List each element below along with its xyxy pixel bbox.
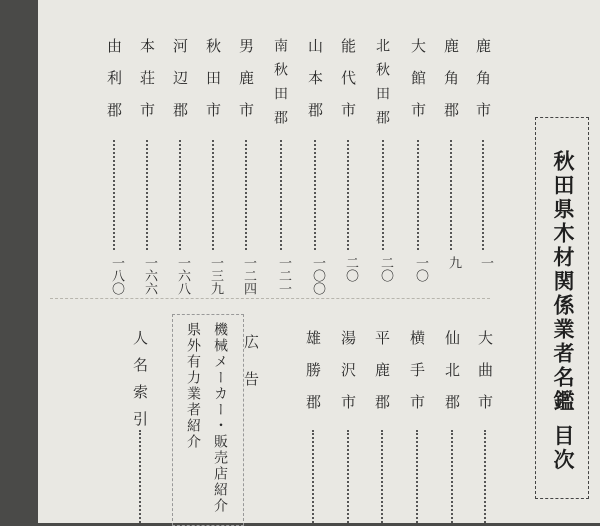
leader-dots	[146, 140, 148, 250]
toc-page-number: 一二四	[241, 256, 256, 295]
section-divider	[50, 298, 490, 299]
toc-page-number: 一三九	[208, 256, 223, 295]
toc-page-number: 一八〇	[109, 256, 124, 295]
leader-dots	[280, 140, 282, 250]
toc-entry-name: 山本郡	[306, 38, 324, 134]
leader-dots	[245, 140, 247, 250]
toc-entry-name: 北秋田郡	[374, 38, 390, 134]
leader-dots	[382, 140, 384, 250]
ad-heading: 広告	[242, 334, 260, 408]
toc-page-number: 一	[478, 256, 493, 269]
leader-dots	[139, 430, 141, 523]
toc-page-number: 一六六	[142, 256, 157, 295]
leader-dots	[347, 430, 349, 523]
toc-entry-name: 由利郡	[105, 38, 123, 134]
name-index-label: 人名索引	[131, 330, 149, 438]
leader-dots	[416, 430, 418, 523]
toc-entry-name: 南秋田郡	[272, 38, 288, 134]
leader-dots	[451, 430, 453, 523]
toc-page-number: 一六八	[175, 256, 190, 295]
toc-page-number: 九	[446, 256, 461, 269]
leader-dots	[179, 140, 181, 250]
leader-dots	[212, 140, 214, 250]
toc-entry-name: 湯沢市	[339, 330, 357, 426]
toc-page-number: 一〇〇	[310, 256, 325, 295]
toc-page-number: 二〇	[378, 256, 393, 282]
toc-entry-name: 本荘市	[138, 38, 156, 134]
leader-dots	[417, 140, 419, 250]
toc-page-number: 一〇	[413, 256, 428, 282]
leader-dots	[450, 140, 452, 250]
toc-title: 秋田県木材関係業者名鑑 目次	[551, 150, 576, 473]
leader-dots	[314, 140, 316, 250]
ad-list-frame	[172, 314, 244, 526]
toc-entry-name: 鹿角市	[474, 38, 492, 134]
toc-page-number: 二〇	[343, 256, 358, 282]
toc-entry-name: 大館市	[409, 38, 427, 134]
toc-entry-name: 能代市	[339, 38, 357, 134]
toc-page-number: 一二一	[276, 256, 291, 295]
leader-dots	[347, 140, 349, 250]
toc-entry-name: 男鹿市	[237, 38, 255, 134]
leader-dots	[381, 430, 383, 523]
toc-entry-name: 横手市	[408, 330, 426, 426]
leader-dots	[482, 140, 484, 250]
toc-entry-name: 仙北郡	[443, 330, 461, 426]
toc-entry-name: 河辺郡	[171, 38, 189, 134]
toc-entry-name: 鹿角郡	[442, 38, 460, 134]
toc-entry-name: 雄勝郡	[304, 330, 322, 426]
leader-dots	[484, 430, 486, 523]
toc-entry-name: 平鹿郡	[373, 330, 391, 426]
leader-dots	[113, 140, 115, 250]
toc-entry-name: 大曲市	[476, 330, 494, 426]
ad-item: 県外有力業者紹介	[185, 322, 201, 450]
leader-dots	[312, 430, 314, 523]
toc-entry-name: 秋田市	[204, 38, 222, 134]
ad-item: 機械メーカー・販売店紹介	[212, 322, 228, 514]
